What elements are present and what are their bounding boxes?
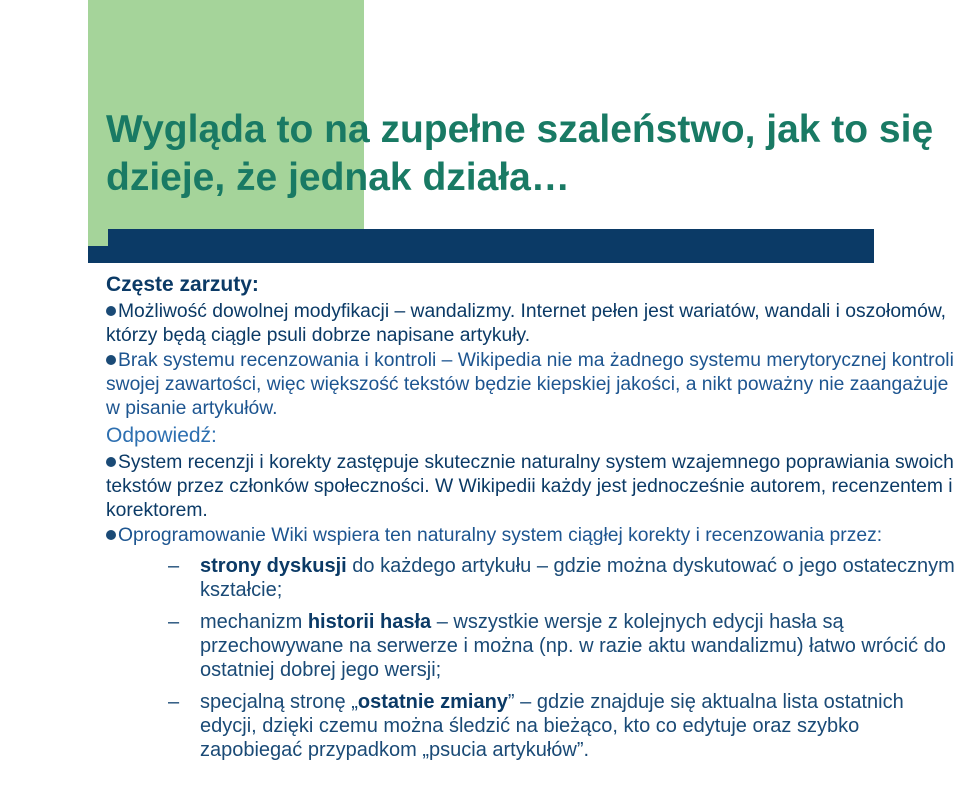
sub-item-history (106, 610, 956, 682)
slide-title: Wygląda to na zupełne szaleństwo, jak to się dzieje, że jednak działa… (106, 108, 934, 199)
sub-item-2-pre: mechanizm (200, 611, 308, 633)
complaint-item-1 (106, 300, 956, 348)
bullet-icon (106, 306, 116, 316)
bullet-icon (106, 530, 116, 540)
answer-item-2 (106, 524, 956, 548)
slide-content (106, 272, 956, 762)
dash-marker: – (168, 691, 180, 713)
sub-item-3-text: ” – gdzie znajduje się aktualna lista ostatnich edycji, dzięki czemu można śledzić na bieżąco, kto co edytuje oraz szybko zapobiegać przypadkom „psucia artykułów”. (200, 691, 904, 761)
bullet-icon (106, 457, 116, 467)
answer-text-2: Oprogramowanie Wiki wspiera ten naturalny system ciągłej korekty i recenzowania przez: (118, 525, 883, 546)
sub-item-2-text: – wszystkie wersje z kolejnych edycji hasła są przechowywane na serwerze i można (np. w razie aktu wandalizmu) łatwo wrócić do ostatniej dobrej jego wersji; (200, 611, 946, 681)
heading-answer: Odpowiedź: (106, 424, 217, 447)
sub-item-1-bold: strony dyskusji (200, 555, 347, 577)
heading-complaints: Częste zarzuty: (106, 273, 259, 296)
sub-item-1-text: do każdego artykułu – gdzie można dyskutować o jego ostatecznym kształcie; (200, 555, 955, 601)
complaint-text-1: Możliwość dowolnej modyfikacji – wandalizmy. Internet pełen jest wariatów, wandali i oszołomów, którzy będą ciągle psuli dobrze napisane artykuły. (106, 301, 947, 346)
complaint-text-2: Brak systemu recenzowania i kontroli – Wikipedia nie ma żadnego systemu merytorycznej kontroli swojej zawartości, więc większość tekstów będzie kiepskiej jakości, a nikt poważny nie zaangażuje w pisanie artykułów. (106, 350, 954, 419)
sub-item-3-pre: specjalną stronę „ (200, 691, 358, 713)
sub-item-discussion (106, 554, 956, 602)
complaint-item-2 (106, 349, 956, 421)
answer-text-1: System recenzji i korekty zastępuje skutecznie naturalny system wzajemnego poprawiania swoich tekstów przez członków społeczności. W Wikipedii każdy jest jednocześnie autorem, recenzentem i korektorem. (106, 452, 954, 521)
decorative-header-bar (88, 229, 874, 263)
sub-item-recent-changes (106, 690, 956, 762)
sub-item-2-bold: historii hasła (307, 611, 432, 633)
dash-marker: – (168, 611, 180, 633)
sub-item-3-bold: ostatnie zmiany (357, 691, 508, 713)
answer-item-1 (106, 451, 956, 523)
decorative-bar-notch (88, 229, 108, 246)
dash-marker: – (168, 555, 180, 577)
bullet-icon (106, 355, 116, 365)
